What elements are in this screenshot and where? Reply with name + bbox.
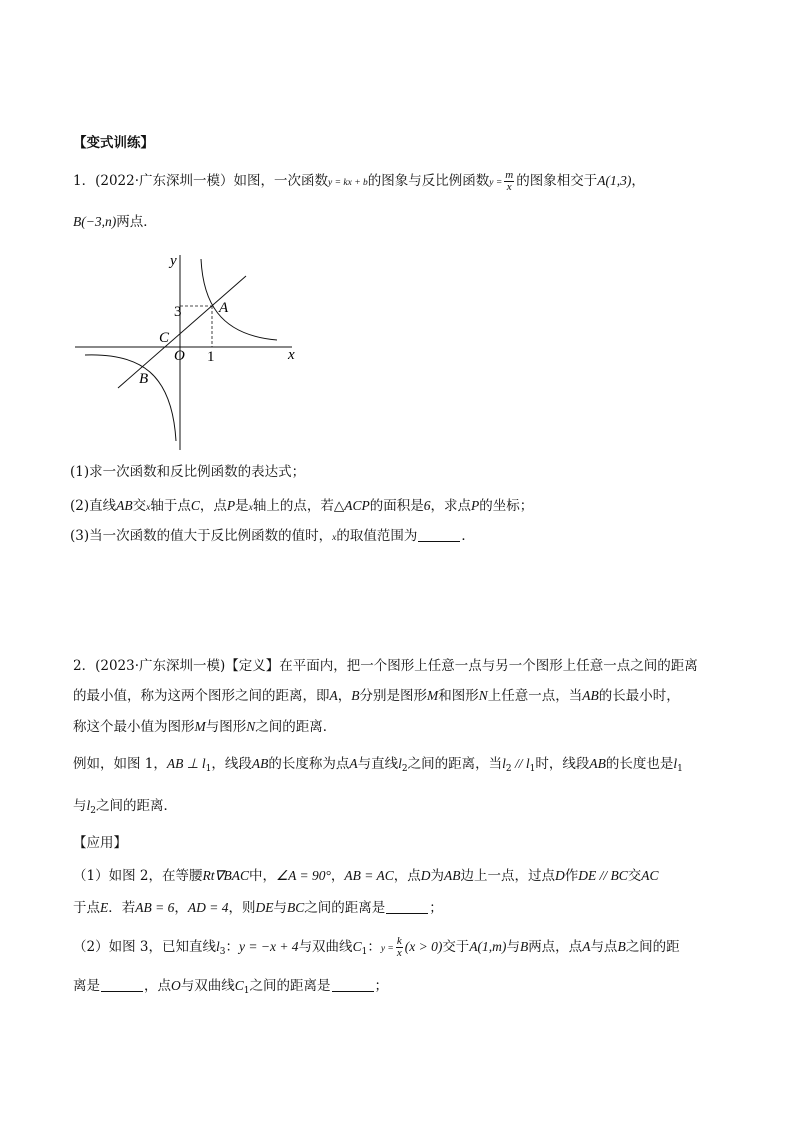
q1-text: ． (461, 528, 475, 544)
q2-sub: 1 (361, 947, 368, 957)
q2-var: // l (511, 756, 530, 771)
q2-sub: 1 (243, 986, 250, 996)
q2-var: C (352, 939, 362, 954)
q1-text: 是 (235, 498, 249, 514)
q2-text: 边上一点，过点 (460, 868, 555, 884)
q2-var: B (617, 939, 626, 954)
q1-text: 交 (132, 498, 147, 514)
q1-frac-num: m (505, 169, 514, 181)
q2-sub: 2 (90, 806, 96, 816)
q2-text: ，则 (228, 900, 256, 916)
q2-text: ， (174, 900, 188, 916)
q2-var: A(1,m) (469, 939, 507, 954)
q1-sub-3 (70, 526, 794, 548)
q2-var: l (215, 939, 220, 954)
q2-text: 的长最小时， (598, 688, 680, 704)
q2-var: B (519, 939, 529, 954)
q2-text: 的最小值，称为这两个图形之间的距离，即 (73, 688, 330, 704)
q2-text: （1）如图 2，在等腰 (73, 868, 203, 884)
q2-var: M (427, 688, 439, 703)
q2-text: 和图形 (438, 688, 479, 704)
q2-text: 之间的距离，当 (407, 756, 503, 772)
q2-var: N (246, 719, 256, 734)
q2-var: DE (255, 900, 274, 915)
q2-text: （2）如图 3，已知直线 (73, 939, 216, 955)
q2-var: BC (286, 900, 305, 915)
q2-text: 上任意一点，当 (487, 688, 583, 704)
q2-text: 与双曲线 (180, 978, 235, 994)
q1-line-1 (73, 170, 794, 193)
q2-text: 与 (73, 798, 87, 814)
q2-part-1-line-2 (73, 898, 794, 918)
answer-blank[interactable] (101, 977, 143, 992)
q2-text: 与点 (590, 939, 618, 955)
q1-line-2 (73, 212, 794, 232)
q2-var: B (351, 688, 360, 703)
q2-text: ； (374, 978, 388, 994)
q2-var: l (502, 756, 506, 771)
q2-var: AB = AC (344, 868, 394, 883)
q2-text: 称这个最小值为图形 (73, 719, 195, 735)
answer-blank[interactable] (332, 977, 374, 992)
q1-figure (70, 245, 310, 455)
q1-text: 的坐标； (479, 498, 534, 514)
q1-var: P (226, 498, 236, 513)
q1-text: 两点． (116, 214, 157, 230)
q1-text: 1．(2022·广东深圳一模）如图，一次函数 (73, 173, 329, 189)
q2-var: l (398, 756, 402, 771)
q2-var: ∠A = 90° (276, 868, 331, 883)
q2-text: ，点 (393, 868, 421, 884)
q1-var: x (332, 533, 337, 543)
q1-fraction (504, 170, 514, 193)
q1-point-b: B(−3,n) (73, 214, 117, 229)
q2-text: ； (429, 900, 443, 916)
linear-line (118, 276, 246, 388)
q2-text: 之间的距离是 (249, 978, 331, 994)
q2-text: 之间的距离是 (304, 900, 386, 916)
point-b-label: B (139, 371, 149, 387)
q1-text: 的图象与反比例函数 (367, 173, 490, 189)
q2-var: AC (641, 868, 659, 883)
q2-text: 中， (249, 868, 277, 884)
q1-text: 轴上的点，若△ (252, 498, 345, 514)
q1-text: (3)当一次函数的值大于反比例函数的值时， (70, 528, 333, 544)
q1-text: (2)直线 (70, 498, 117, 514)
q2-text: 与直线 (357, 756, 399, 772)
q2-var: DE // BC (578, 868, 628, 883)
q2-apply-heading: 【应用】 (73, 835, 127, 851)
q2-text: 离是 (73, 978, 100, 994)
q2-part-2-line-1 (73, 936, 794, 962)
q2-var: A (582, 939, 591, 954)
q2-text: 两点，点 (528, 939, 583, 955)
q2-var: AB (251, 756, 269, 771)
q2-text: 为 (430, 868, 444, 884)
q2-frac-den: x (396, 947, 402, 959)
q2-var: y = −x + 4 (238, 939, 299, 954)
q2-text: ，点 (144, 978, 171, 994)
q2-var: N (478, 688, 488, 703)
y-axis-label: y (170, 253, 177, 269)
q1-text: 的面积是 (369, 498, 424, 514)
q1-text: ，求点 (430, 498, 471, 514)
q2-sub: 1 (677, 764, 683, 774)
q2-line-4 (73, 754, 794, 779)
q2-var: O (171, 978, 181, 993)
q1-frac-y: y = (489, 178, 503, 188)
q1-text: 的图象相交于 (516, 173, 598, 189)
q2-text: 之间的距离． (255, 719, 337, 735)
q2-frac-num: k (396, 935, 402, 947)
q2-text: 与 (273, 900, 287, 916)
q2-line-1: 2．(2023·广东深圳一模)【定义】在平面内，把一个图形上任意一点与另一个图形上任意一点之间的距离 (73, 658, 698, 674)
q2-var: C (234, 978, 244, 993)
q2-var: AB (582, 688, 599, 703)
point-a-label: A (219, 300, 229, 316)
q1-var: P (470, 498, 480, 513)
q2-var: M (194, 719, 206, 734)
q2-text: ： (367, 939, 381, 955)
q1-point-a: A(1,3) (597, 173, 632, 188)
q2-var: A (349, 756, 358, 771)
point-c-label: C (159, 330, 170, 346)
q1-var: x (146, 503, 151, 513)
q2-text: 时，线段 (535, 756, 590, 772)
q2-var: AB ⊥ l (166, 756, 206, 771)
q2-var: D (555, 868, 565, 883)
q1-text: ， (631, 173, 645, 189)
q2-line-5 (73, 796, 794, 821)
q1-text: ，点 (199, 498, 227, 514)
q2-text: 与双曲线 (298, 939, 353, 955)
tick-3-label: 3 (174, 304, 182, 320)
q2-line-2 (73, 686, 794, 706)
q2-text: 交 (627, 868, 642, 884)
q2-var: Rt∇BAC (202, 868, 250, 883)
q1-var: AB (116, 498, 133, 513)
q2-var: E (100, 900, 109, 915)
q2-var: AB (444, 868, 461, 883)
q2-text: 的长度称为点 (268, 756, 350, 772)
x-axis-label: x (288, 347, 295, 363)
q1-text: 的取值范围为 (336, 528, 418, 544)
q2-text: ， (330, 868, 345, 884)
q2-sub: 3 (219, 947, 226, 957)
q1-var: ACP (344, 498, 370, 513)
q1-sub-2 (70, 496, 794, 518)
q2-sub: 1 (205, 764, 212, 774)
q2-text: 与 (506, 939, 520, 955)
q2-var: A (329, 688, 338, 703)
tick-1-label: 1 (207, 349, 215, 365)
q2-var: AD = 4 (187, 900, 229, 915)
q2-line-3 (73, 717, 794, 737)
answer-blank[interactable] (418, 527, 460, 542)
q2-text: ，线段 (211, 756, 252, 772)
q1-sub-1: (1)求一次函数和反比例函数的表达式； (70, 464, 306, 480)
q2-text: 与图形 (205, 719, 247, 735)
q2-text: ： (225, 939, 239, 955)
q2-text: 于点 (73, 900, 100, 916)
q2-text: ， (337, 688, 352, 704)
q2-text: 分别是图形 (359, 688, 427, 704)
q2-sub: 1 (529, 764, 536, 774)
q2-var: (x > 0) (404, 939, 443, 954)
q2-text: 交于 (442, 939, 470, 955)
section-title: 【变式训练】 (73, 135, 154, 151)
q2-part-1-line-1 (73, 866, 794, 886)
q2-sub: 2 (505, 764, 512, 774)
q2-part-2-line-2 (73, 976, 794, 1001)
answer-blank[interactable] (386, 899, 428, 914)
q2-var: y = (380, 944, 394, 954)
q2-var: l (86, 798, 91, 813)
q2-text: 之间的距离． (96, 798, 177, 814)
q2-text: 例如，如图 1， (73, 756, 167, 772)
q2-text: ．若 (108, 900, 136, 916)
q2-fraction (396, 936, 403, 959)
q1-var: x (248, 503, 253, 513)
q2-var: AB (589, 756, 606, 771)
origin-label: O (174, 348, 185, 364)
q2-sub: 2 (401, 764, 408, 774)
q2-text: 作 (564, 868, 579, 884)
q2-text: 的长度也是 (605, 756, 674, 772)
q2-var: D (420, 868, 431, 883)
q1-var: C (190, 498, 200, 513)
q1-text: 轴于点 (150, 498, 191, 514)
q2-text: 之间的距 (625, 939, 680, 955)
q2-var: AB = 6 (135, 900, 175, 915)
q1-linear-eq: y = kx + b (328, 178, 368, 188)
q1-frac-den: x (506, 181, 512, 193)
q2-var: l (673, 756, 678, 771)
hyperbola-branch-2 (85, 355, 176, 441)
q1-var: 6 (423, 498, 431, 513)
